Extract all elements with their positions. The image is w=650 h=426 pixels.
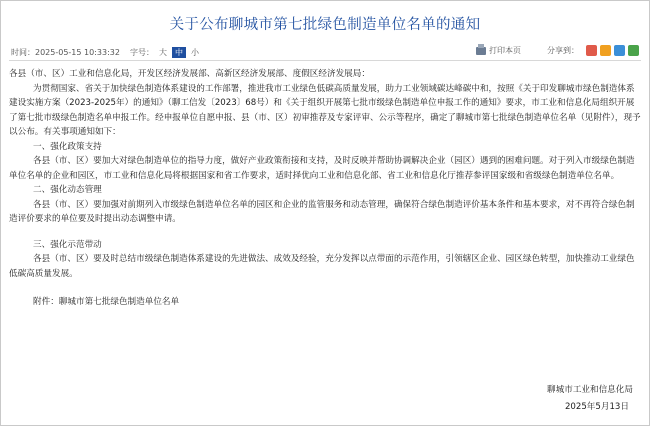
- font-size-large[interactable]: 大: [158, 48, 167, 57]
- font-size-small[interactable]: 小: [190, 48, 199, 57]
- salutation: 各县（市、区）工业和信息化局，开发区经济发展部、高新区经济发展部、度假区经济发展局：: [9, 69, 370, 79]
- section-2-text: 各县（市、区）要加强对前期列入市级绿色制造单位名单的园区和企业的监管服务和动态管理，确保符合绿色制造评价基本条件和基本要求，对不再符合绿色制造评价要求的单位要及时提出动态调整申请。: [9, 199, 635, 224]
- signature-date: 2025年5月13日: [564, 402, 629, 412]
- share-qzone-icon[interactable]: [600, 45, 611, 56]
- font-size-label: 字号：: [129, 48, 154, 57]
- font-size-medium[interactable]: 中: [172, 47, 186, 58]
- print-label: 打印本页: [489, 46, 521, 55]
- tool-bar: [476, 45, 639, 56]
- section-3-text: 各县（市、区）要及时总结市级绿色制造体系建设的先进做法、成效及经验，充分发挥以点带面的示范作用，引领辖区企业、园区绿色转型，加快推动工业绿色低碳高质量发展。: [9, 254, 635, 279]
- section-2-heading: 二、强化动态管理: [33, 185, 102, 195]
- article-body: [9, 67, 641, 310]
- section-1-text: 各县（市、区）要加大对绿色制造单位的指导力度，做好产业政策衔接和支持，及时反映并帮助协调解决企业（园区）遇到的困难问题。对于列入市级绿色制造单位名单的企业和园区，市工业和信息化局将根据国家和省工作要求，适时择优向工业和信息化部、省工业和信息化厅推荐参评国家级和省级绿色制造单位名单。: [9, 156, 635, 181]
- section-3-heading: 三、强化示范带动: [33, 239, 102, 250]
- share-weibo-icon[interactable]: [586, 45, 597, 56]
- intro-paragraph: 为贯彻国家、省关于加快绿色制造体系建设的工作部署，推进我市工业绿色低碳高质量发展，助力工业领域碳达峰碳中和，按照《关于印发聊城市绿色制造体系建设实施方案（2023-2025年）的通知》（聊工信发〔2023〕68号）和《关于组织开展第七批市级绿色制造单位申报工作的通知》要求，市工业和信息化局组织开展了第七批市级绿色制造名单申报工作。经申报单位自愿申报、县（市、区）初审推荐及专家评审、公示等程序，确定了聊城市第七批绿色制造单位名单（见附件），现予以公布。有关事项通知如下：: [9, 83, 641, 137]
- section-1-heading: 一、强化政策支持: [33, 141, 102, 152]
- attachment-link[interactable]: 附件：聊城市第七批绿色制造单位名单: [33, 297, 180, 307]
- page-title: 关于公布聊城市第七批绿色制造单位名单的通知: [169, 17, 481, 33]
- divider: [9, 60, 641, 61]
- share-tencent-icon[interactable]: [614, 45, 625, 56]
- printer-icon: [476, 47, 486, 55]
- signature-org: 聊城市工业和信息化局: [547, 385, 633, 395]
- share-label: 分享到：: [547, 46, 579, 55]
- meta-bar: [11, 47, 200, 58]
- publish-time: 时间：2025-05-15 10:33:32: [11, 48, 120, 57]
- share-wechat-icon[interactable]: [628, 45, 639, 56]
- print-button[interactable]: [476, 45, 521, 56]
